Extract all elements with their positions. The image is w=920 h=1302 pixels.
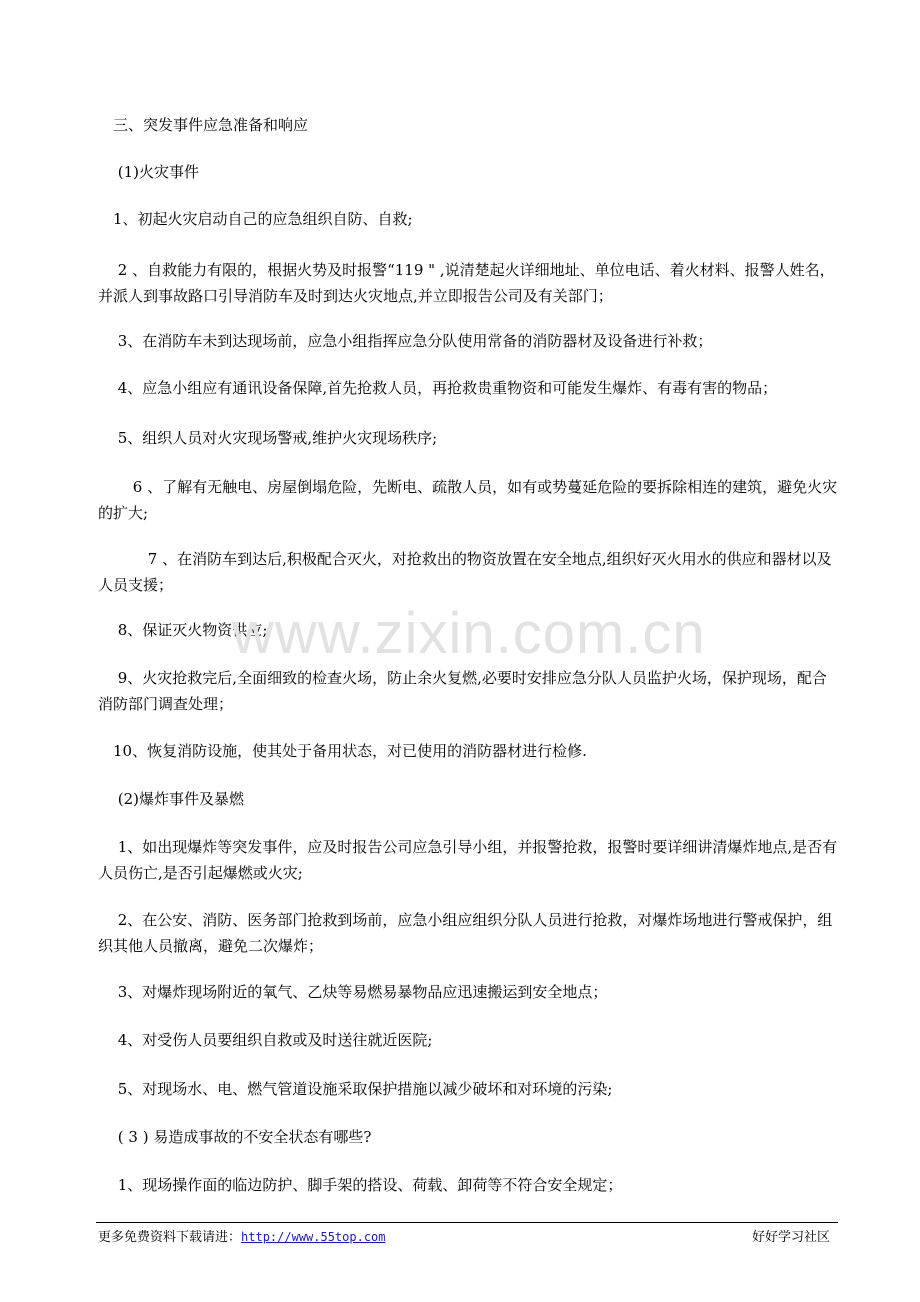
paragraph: 7 、在消防车到达后,积极配合灭火，对抢救出的物资放置在安全地点,组织好灭火用水的供应和器材以及人员支援； (98, 550, 832, 594)
paragraph: 1、现场操作面的临边防护、脚手架的搭设、荷载、卸荷等不符合安全规定； (98, 1176, 623, 1194)
footer-left-text: 更多免费资料下载请进： (98, 1230, 242, 1245)
paragraph: 5、对现场水、电、燃气管道设施采取保护措施以减少破坏和对环境的污染; (98, 1080, 613, 1098)
paragraph: 4、应急小组应有通讯设备保障,首先抢救人员，再抢救贵重物资和可能发生爆炸、有毒有害的物品； (98, 379, 778, 397)
paragraph: 10、恢复消防设施，使其处于备用状态，对已使用的消防器材进行检修. (98, 742, 587, 760)
paragraph: 6 、了解有无触电、房屋倒塌危险，先断电、疏散人员，如有或势蔓延危险的要拆除相连的建筑，避免火灾的扩大; (98, 478, 838, 522)
subsection-heading: ( 3 ) 易造成事故的不安全状态有哪些? (98, 1128, 372, 1146)
paragraph: 2 、自救能力有限的，根据火势及时报警“119 " ,说清楚起火详细地址、单位电话、着火材料、报警人姓名，并派人到事故路口引导消防车及时到达火灾地点,并立即报告公司及有关部门； (98, 261, 835, 305)
footer-divider (96, 1222, 838, 1223)
paragraph: 1、初起火灾启动自己的应急组织自防、自救; (98, 210, 413, 228)
paragraph: 4、对受伤人员要组织自救或及时送往就近医院; (98, 1031, 433, 1049)
subsection-heading: (2)爆炸事件及暴燃 (98, 790, 245, 808)
watermark: www.zixin.com.cn (232, 601, 706, 666)
section-heading: 三、突发事件应急准备和响应 (98, 116, 309, 134)
subsection-heading: (1)火灾事件 (98, 163, 200, 181)
paragraph: 8、保证灭火物资供应; (98, 621, 268, 639)
footer-right-text: 好好学习社区 (751, 1230, 830, 1245)
paragraph: 5、组织人员对火灾现场警戒,维护火灾现场秩序; (98, 429, 438, 447)
paragraph: 2、在公安、消防、医务部门抢救到场前，应急小组应组织分队人员进行抢救，对爆炸场地进行警戒保护，组织其他人员撤离，避免二次爆炸； (98, 911, 833, 955)
footer-left (98, 1226, 386, 1245)
paragraph: 3、对爆炸现场附近的氧气、乙炔等易燃易暴物品应迅速搬运到安全地点； (98, 983, 608, 1001)
paragraph: 3、在消防车未到达现场前，应急小组指挥应急分队使用常备的消防器材及设备进行补救； (98, 332, 713, 350)
paragraph: 1、如出现爆炸等突发事件，应及时报告公司应急引导小组，并报警抢救，报警时要详细讲清爆炸地点,是否有人员伤亡,是否引起爆燃或火灾; (98, 838, 838, 882)
paragraph: 9、火灾抢救完后,全面细致的检查火场，防止余火复燃,必要时安排应急分队人员监护火场，保护现场，配合消防部门调查处理； (98, 669, 827, 713)
footer-link[interactable]: http://www.55top.com (241, 1230, 386, 1244)
